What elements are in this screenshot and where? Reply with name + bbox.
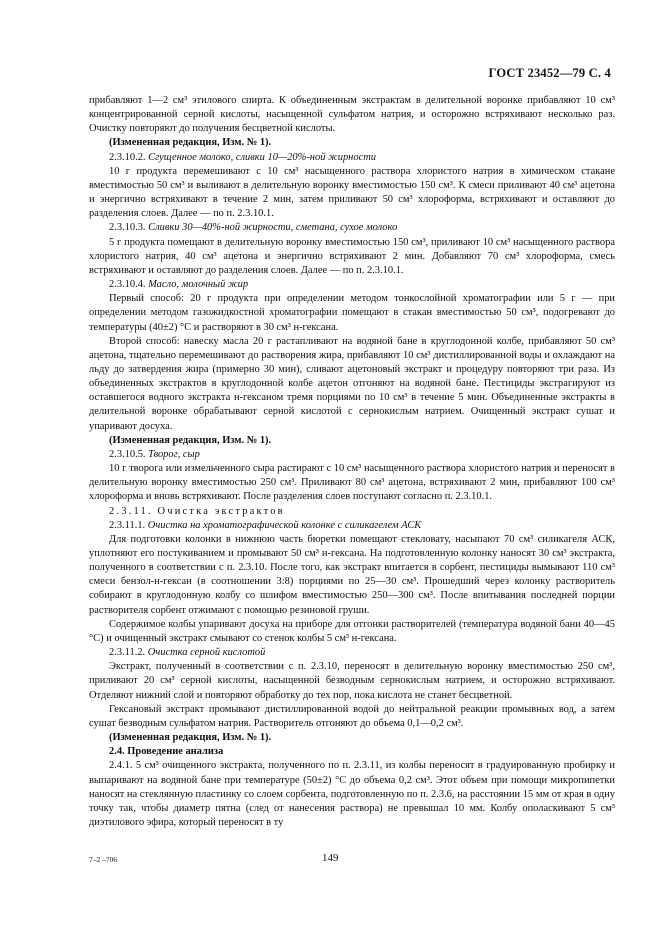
paragraph: Второй способ: навеску масла 20 г растапливают на водяной бане в круглодонной колбе, прибавляют 50 см³ ацетона, тщательно перемешивают до растворения жира, прибавляют 10 см³ дистиллированной воды и охлаждают на льду до затвердения жира (примерно 30 мин), сливают ацетоновый экстракт и процедуру повторяют три раза. Из объединенных экстрактов в круглодонной колбе ацетон отгоняют на водяной бане. Пестициды экстрагируют из оставшегося водного экстракта н-гексаном тремя порциями по 10 см³ в течение 5 мин. Объединенные экстракты в делительной воронке обрабатывают серной кислотой с сернокислым натрием. Очищенный экстракт сушат и упаривают досуха.: [89, 335, 615, 432]
section-number: 2.3.10.5.: [109, 448, 149, 460]
section-title: Сгущенное молоко, сливки 10—20%-ной жирности: [148, 151, 376, 163]
paragraph: 2.4.1. 5 см³ очищенного экстракта, полученного по п. 2.3.11, из колбы переносят в градуированную пробирку и выпаривают на водяной бане при температуре (50±2) °С до объема 0,2 см³. Этот объем при помощи микропипетки наносят на стеклянную пластинку со слоем сорбента, подготовленную по п. 2.3.6, на расстоянии 15 мм от края в одну точку так, чтобы диаметр пятна (след от нанесения раствора) не превышал 10 мм. Колбу ополаскивают 5 см³ диэтилового эфира, который переносят в ту: [89, 760, 615, 828]
bold-paragraph: (Измененная редакция, Изм. № 1).: [109, 137, 272, 149]
section-number: 2.3.11.1.: [109, 519, 148, 531]
section-title: Масло, молочный жир: [148, 279, 249, 291]
print-code: 7–2 –706: [89, 855, 118, 864]
page-header: ГОСТ 23452—79 С. 4: [488, 66, 611, 80]
bold-paragraph: (Измененная редакция, Изм. № 1).: [109, 434, 272, 446]
section-number: 2.3.10.3.: [109, 222, 149, 234]
bold-paragraph: 2.4. Проведение анализа: [109, 746, 224, 758]
section-number: 2.3.11.2.: [109, 647, 148, 659]
paragraph: Первый способ: 20 г продукта при определении методом тонкослойной хроматографии или 5 г — при определении методом газожидкостной хроматографии помещают в стакан вместимостью 50 см³, подогревают до температуры (40±2) °С и растворяют в 30 см³ н-гексана.: [89, 293, 615, 333]
section-heading: [89, 278, 615, 292]
bold-paragraph: (Измененная редакция, Изм. № 1).: [109, 732, 272, 744]
section-number: 2.3.10.2.: [109, 151, 149, 163]
section-heading: [89, 519, 615, 533]
paragraph: 2.3.11. Очистка экстрактов: [109, 505, 285, 517]
section-heading: [89, 448, 615, 462]
section-title: Очистка на хроматографической колонке с силикагелем АСК: [147, 519, 422, 531]
paragraph: 10 г творога или измельченного сыра растирают с 10 см³ насыщенного раствора хлористого натрия и переносят в делительную воронку вместимостью 250 см³. Приливают 80 см³ ацетона, встряхивают 2 мин, прибавляют 100 см³ хлороформа и вновь встряхивают. После разделения слоев поступают согласно п. 2.3.10.1.: [89, 463, 615, 503]
paragraph: прибавляют 1—2 см³ этилового спирта. К объединенным экстрактам в делительной воронке прибавляют 10 см³ концентрированной серной кислоты, насыщенной сульфатом натрия, и осторожно встряхивают несколько раз. Очистку повторяют до получения бесцветной кислоты.: [89, 95, 615, 135]
section-title: Очистка серной кислотой: [147, 647, 266, 659]
section-title: Сливки 30—40%-ной жирности, сметана, сухое молоко: [148, 222, 398, 234]
paragraph: Для подготовки колонки в нижнюю часть бюретки помещают стекловату, насыпают 70 см³ силикагеля АСК, уплотняют его постукиванием и промывают 50 см³ н-гексана. На подготовленную колонку наносят 30 см³ экстракта, полученного в соответствии с п. 2.3.10. После того, как экстракт впитается в сорбент, пестициды вымывают 110 см³ смеси бензол-н-гексан (в соотношении 3:8) порциями по 25—30 см³. Прошедший через колонку растворитель собирают в круглодонную колбу со шлифом вместимостью 250—300 см³. После впитывания последней порции растворителя сорбент отжимают с помощью резиновой груши.: [89, 533, 615, 616]
page-number: 149: [322, 852, 339, 864]
paragraph: Содержимое колбы упаривают досуха на приборе для отгонки растворителей (температура водяной бани 40—45 °С) и очищенный экстракт смывают со стенок колбы 5 см³ н-гексана.: [89, 618, 615, 644]
section-heading: [89, 151, 615, 165]
section-number: 2.3.10.4.: [109, 279, 149, 291]
paragraph: 5 г продукта помещают в делительную воронку вместимостью 150 см³, приливают 10 см³ насыщенного раствора хлористого натрия, 40 см³ ацетона и энергично встряхивают 2 мин. Добавляют 70 см³ хлороформа, смесь встряхивают и оставляют до разделения слоев. Далее — по п. 2.3.10.1.: [89, 236, 615, 276]
paragraph: Экстракт, полученный в соответствии с п. 2.3.10, переносят в делительную воронку вместимостью 250 см³, приливают 20 см³ серной кислоты, насыщенной безводным сернокислым натрием, и осторожно встряхивают. Отделяют нижний слой и повторяют обработку до тех пор, пока кислота не станет бесцветной.: [89, 661, 615, 701]
section-heading: [89, 221, 615, 235]
paragraph: Гексановый экстракт промывают дистиллированной водой до нейтральной реакции промывных вод, а затем сушат безводным сульфатом натрия. Растворитель отгоняют до объема 0,1—0,2 см³.: [89, 703, 615, 729]
paragraph: 10 г продукта перемешивают с 10 см³ насыщенного раствора хлористого натрия в химическом стакане вместимостью 50 см³ и выливают в делительную воронку вместимостью 150 см³. К смеси приливают 40 см³ ацетона и энергично встряхивают в течение 2 мин, затем приливают 50 см³ хлороформа, встряхивают и оставляют до разделения слоев. Далее — по п. 2.3.10.1.: [89, 165, 615, 220]
section-title: Творог, сыр: [148, 448, 200, 460]
section-heading: [89, 646, 615, 660]
document-body: [89, 94, 615, 830]
